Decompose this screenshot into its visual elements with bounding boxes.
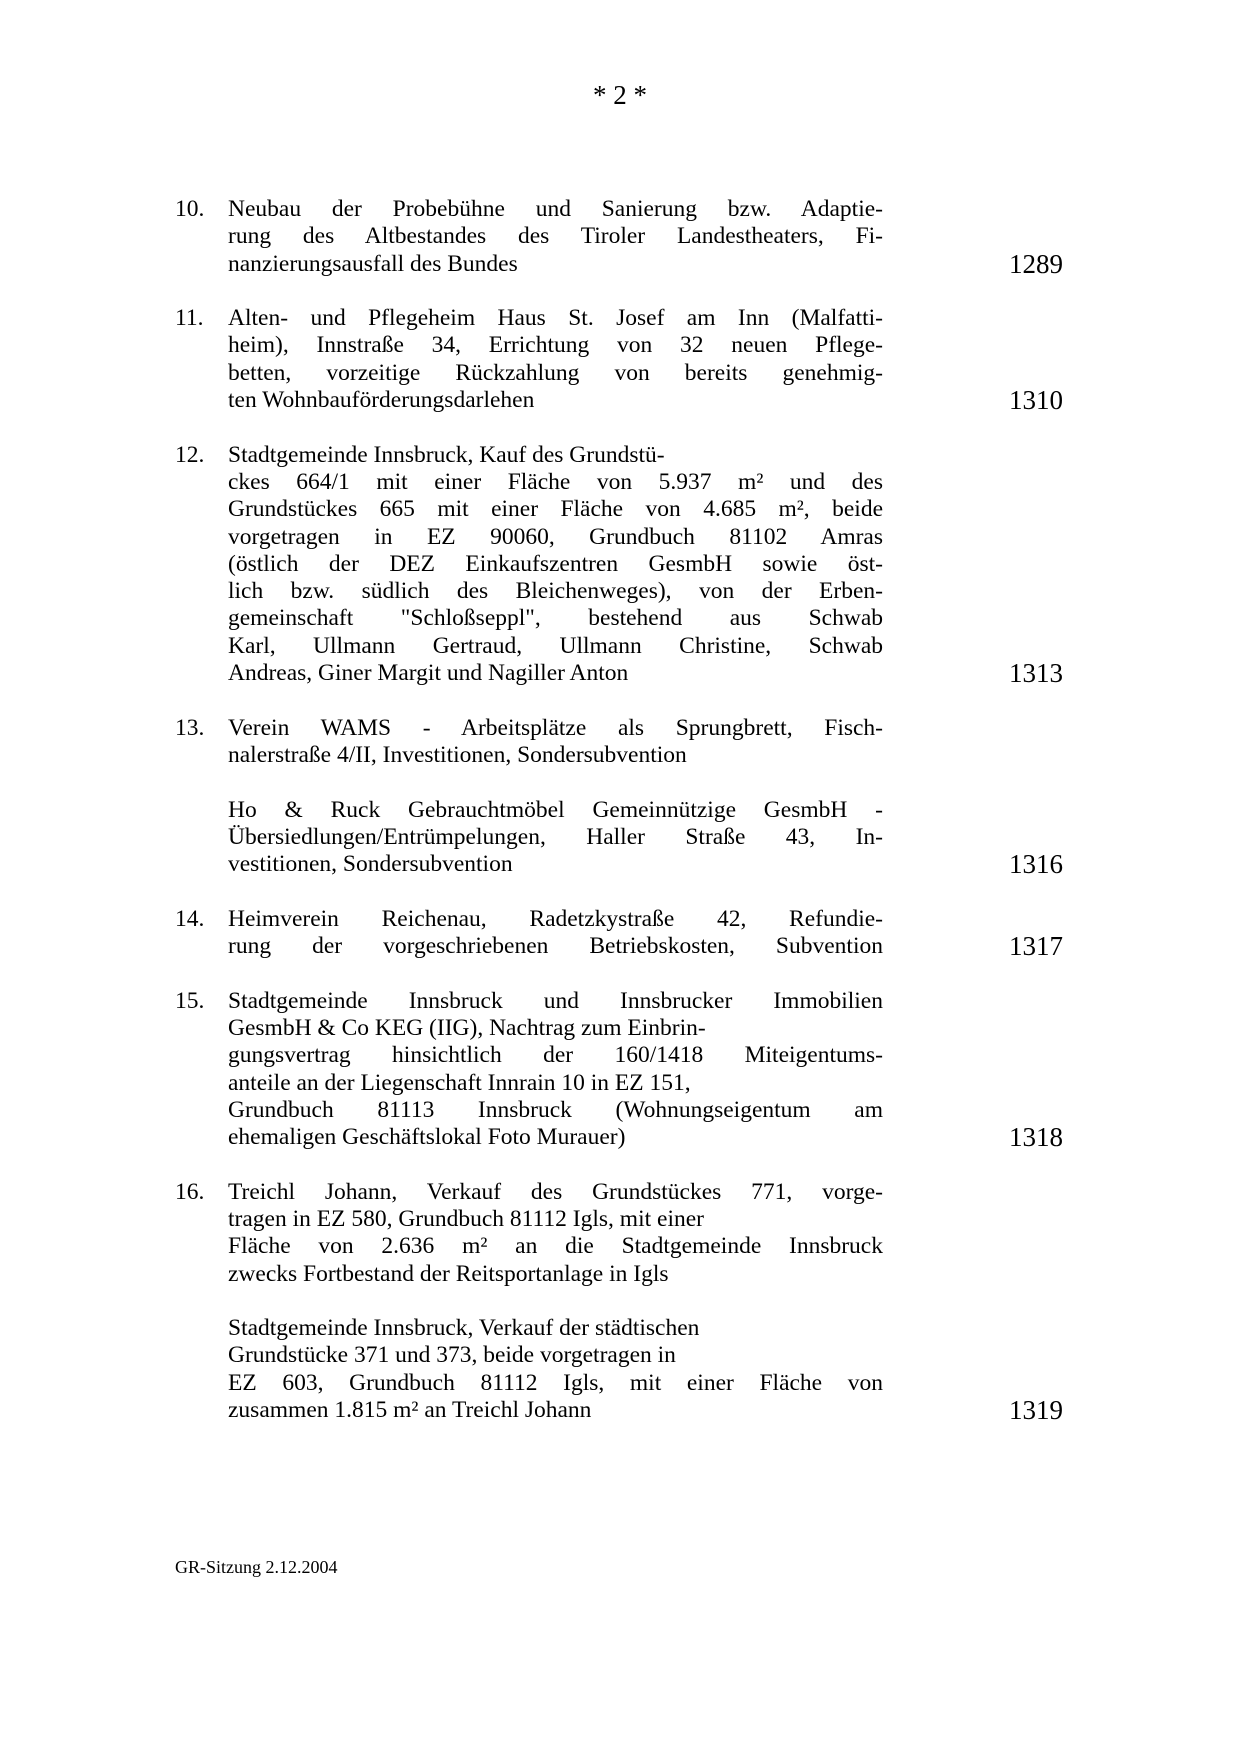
- page-number-header: * 2 *: [593, 80, 647, 110]
- paragraph-text: [228, 797, 883, 879]
- text-line: nalerstraße 4/II, Investitionen, Sondersubvention: [228, 741, 687, 768]
- text-line: Andreas, Giner Margit und Nagiller Anton: [228, 660, 629, 687]
- paragraph-text: [228, 442, 883, 688]
- page-ref: 1289: [1009, 248, 1063, 279]
- paragraph-text: [228, 1179, 883, 1288]
- text-line: tragen in EZ 580, Grundbuch 81112 Igls, mit einer: [228, 1205, 704, 1232]
- text-line: Grundstücke 371 und 373, beide vorgetragen in: [228, 1342, 676, 1369]
- page-ref: 1310: [1009, 385, 1063, 416]
- agenda-paragraph: [175, 715, 1063, 770]
- text-line: ehemaligen Geschäftslokal Foto Murauer): [228, 1124, 626, 1151]
- agenda-paragraph: [175, 797, 1063, 879]
- page-ref: 1316: [1009, 849, 1063, 880]
- text-line: lich bzw. südlich des Bleichenweges), von der Erben-: [228, 578, 883, 605]
- item-number: [175, 1315, 228, 1424]
- text-line: gemeinschaft "Schloßseppl", bestehend aus Schwab: [228, 605, 883, 632]
- text-line: GesmbH & Co KEG (IIG), Nachtrag zum Einbrin-: [228, 1014, 706, 1041]
- paragraph-text: [228, 715, 883, 770]
- item-number: 16.: [175, 1178, 205, 1205]
- agenda-paragraph: [175, 305, 1063, 414]
- text-line: Ho & Ruck Gebrauchtmöbel Gemeinnützige GesmbH -: [228, 796, 883, 823]
- text-line: vorgetragen in EZ 90060, Grundbuch 81102 Amras: [228, 523, 883, 550]
- agenda-paragraph: [175, 196, 1063, 278]
- footer-session-label: GR-Sitzung 2.12.2004: [175, 1557, 338, 1577]
- text-line: Treichl Johann, Verkauf des Grundstückes 771, vorge-: [228, 1178, 883, 1205]
- agenda-paragraph: [175, 442, 1063, 688]
- paragraph-text: [228, 305, 883, 414]
- text-line: rung des Altbestandes des Tiroler Landestheaters, Fi-: [228, 223, 883, 250]
- text-line: Übersiedlungen/Entrümpelungen, Haller Straße 43, In-: [228, 823, 883, 850]
- text-line: vestitionen, Sondersubvention: [228, 851, 513, 878]
- text-line: Grundbuch 81113 Innsbruck (Wohnungseigentum am: [228, 1096, 883, 1123]
- text-line: Neubau der Probebühne und Sanierung bzw. Adaptie-: [228, 196, 883, 222]
- item-number: 15.: [175, 987, 205, 1014]
- text-line: Verein WAMS - Arbeitsplätze als Sprungbrett, Fisch-: [228, 714, 883, 741]
- text-line: Alten- und Pflegeheim Haus St. Josef am Inn (Malfatti-: [228, 305, 883, 332]
- paragraph-text: [228, 1315, 883, 1424]
- text-line: gungsvertrag hinsichtlich der 160/1418 Miteigentums-: [228, 1042, 883, 1069]
- text-line: rung der vorgeschriebenen Betriebskosten, Subvention: [228, 933, 883, 960]
- paragraph-text: [228, 196, 883, 278]
- agenda-paragraph: [175, 906, 1063, 961]
- page-ref: 1318: [1009, 1122, 1063, 1153]
- text-line: ten Wohnbauförderungsdarlehen: [228, 387, 535, 414]
- page-ref: 1313: [1009, 658, 1063, 689]
- text-line: nanzierungsausfall des Bundes: [228, 250, 518, 277]
- item-number: 12.: [175, 441, 205, 468]
- agenda-paragraph: [175, 1179, 1063, 1288]
- text-line: anteile an der Liegenschaft Innrain 10 in EZ 151,: [228, 1069, 691, 1096]
- text-line: ckes 664/1 mit einer Fläche von 5.937 m² und des: [228, 468, 883, 495]
- item-number: 13.: [175, 714, 205, 741]
- item-number: 10.: [175, 196, 205, 222]
- text-line: Fläche von 2.636 m² an die Stadtgemeinde Innsbruck: [228, 1233, 883, 1260]
- text-line: Stadtgemeinde Innsbruck, Verkauf der städtischen: [228, 1315, 700, 1342]
- text-line: heim), Innstraße 34, Errichtung von 32 neuen Pflege-: [228, 332, 883, 359]
- text-line: Stadtgemeinde Innsbruck, Kauf des Grundstü-: [228, 441, 665, 468]
- paragraph-text: [228, 988, 883, 1152]
- text-line: Stadtgemeinde Innsbruck und Innsbrucker Immobilien: [228, 987, 883, 1014]
- item-number: [175, 797, 228, 879]
- text-line: Grundstückes 665 mit einer Fläche von 4.685 m², beide: [228, 496, 883, 523]
- paragraph-text: [228, 906, 883, 961]
- text-line: Heimverein Reichenau, Radetzkystraße 42, Refundie-: [228, 905, 883, 932]
- text-line: (östlich der DEZ Einkaufszentren GesmbH sowie öst-: [228, 550, 883, 577]
- item-number: 11.: [175, 305, 204, 332]
- agenda-paragraph: [175, 988, 1063, 1152]
- item-number: 14.: [175, 905, 205, 932]
- agenda-list: [175, 196, 1063, 1452]
- text-line: Karl, Ullmann Gertraud, Ullmann Christine, Schwab: [228, 632, 883, 659]
- agenda-paragraph: [175, 1315, 1063, 1424]
- page-ref: 1319: [1009, 1395, 1063, 1426]
- text-line: EZ 603, Grundbuch 81112 Igls, mit einer Fläche von: [228, 1369, 883, 1396]
- text-line: betten, vorzeitige Rückzahlung von bereits genehmig-: [228, 359, 883, 386]
- page-ref: 1317: [1009, 931, 1063, 962]
- text-line: zwecks Fortbestand der Reitsportanlage in Igls: [228, 1260, 669, 1287]
- text-line: zusammen 1.815 m² an Treichl Johann: [228, 1397, 592, 1424]
